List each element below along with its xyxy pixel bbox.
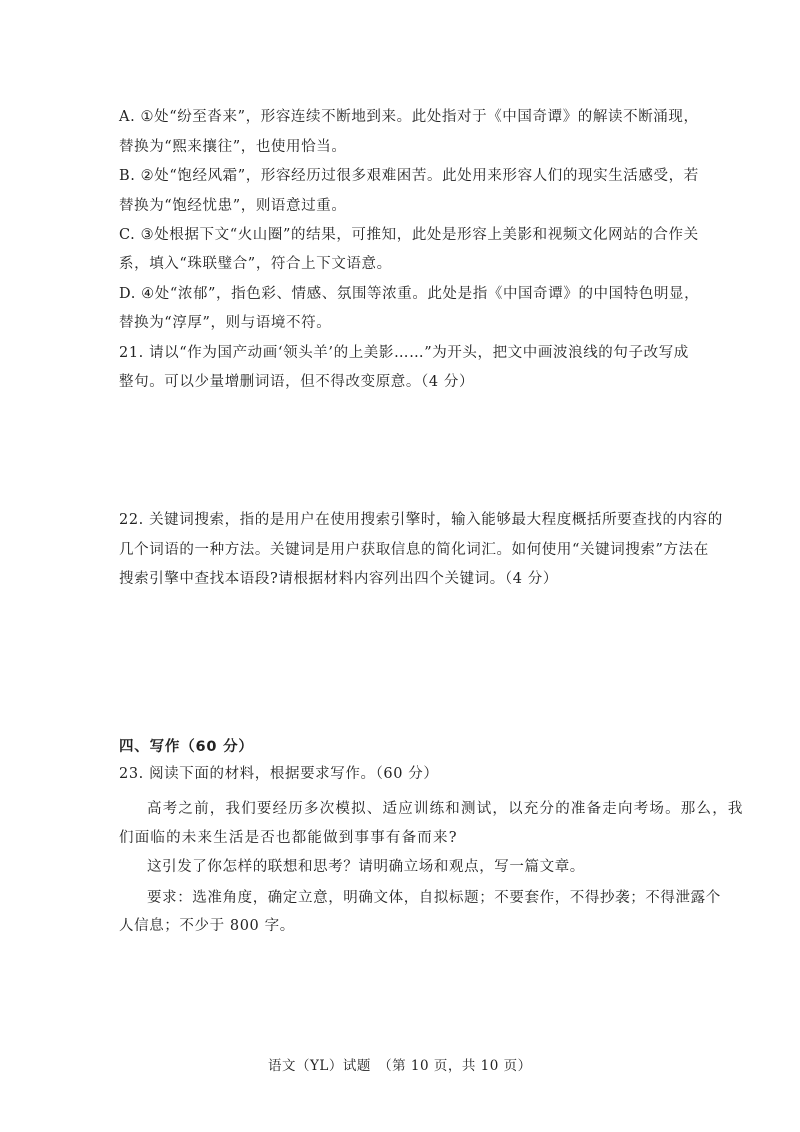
option-d-line-1: D. ④处“浓郁”，指色彩、情感、氛围等浓重。此处是指《中国奇谭》的中国特色明显， xyxy=(119,286,700,302)
option-b-line-1: B. ②处“饱经风霜”，形容经历过很多艰难困苦。此处用来形容人们的现实生活感受，若 xyxy=(119,168,699,184)
question-23-requirements-line-2: 人信息；不少于 800 字。 xyxy=(119,918,295,934)
question-23-material-line-1: 高考之前，我们要经历多次模拟、适应训练和测试，以充分的准备走向考场。那么，我 xyxy=(147,801,744,817)
page-footer: 语文（YL）试题 （第 10 页，共 10 页） xyxy=(268,1058,532,1074)
question-22-line-2: 几个词语的一种方法。关键词是用户获取信息的简化词汇。如何使用“关键词搜索”方法在 xyxy=(119,542,709,558)
option-d-line-2: 替换为“淳厚”，则与语境不符。 xyxy=(119,315,332,331)
option-b-line-2: 替换为“饱经忧患”，则语意过重。 xyxy=(119,198,347,214)
question-21-line-1: 21. 请以“作为国产动画‘领头羊’的上美影……”为开头，把文中画波浪线的句子改写成 xyxy=(119,345,689,361)
option-a-line-2: 替换为“熙来攘往”，也使用恰当。 xyxy=(119,139,347,155)
option-c-line-1: C. ③处根据下文“火山圈”的结果，可推知，此处是形容上美影和视频文化网站的合作关 xyxy=(119,227,699,243)
question-23-prompt: 23. 阅读下面的材料，根据要求写作。（60 分） xyxy=(119,766,439,782)
section-4-title: 四、写作（60 分） xyxy=(119,739,254,755)
question-23-material-line-2: 们面临的未来生活是否也都能做到事事有备而来? xyxy=(119,830,458,846)
option-c-line-2: 系，填入“珠联璧合”，符合上下文语意。 xyxy=(119,256,392,272)
question-22-line-3: 搜索引擎中查找本语段?请根据材料内容列出四个关键词。（4 分） xyxy=(119,571,558,587)
question-23-question: 这引发了你怎样的联想和思考？请明确立场和观点，写一篇文章。 xyxy=(147,859,585,875)
question-22-line-1: 22. 关键词搜索，指的是用户在使用搜索引擎时，输入能够最大程度概括所要查找的内容的 xyxy=(119,512,723,528)
question-23-requirements-line-1: 要求：选准角度，确定立意，明确文体，自拟标题；不要套作，不得抄袭；不得泄露个 xyxy=(147,890,721,906)
option-a-line-1: A. ①处“纷至沓来”，形容连续不断地到来。此处指对于《中国奇谭》的解读不断涌现， xyxy=(119,109,699,125)
question-21-line-2: 整句。可以少量增删词语，但不得改变原意。（4 分） xyxy=(119,374,475,390)
